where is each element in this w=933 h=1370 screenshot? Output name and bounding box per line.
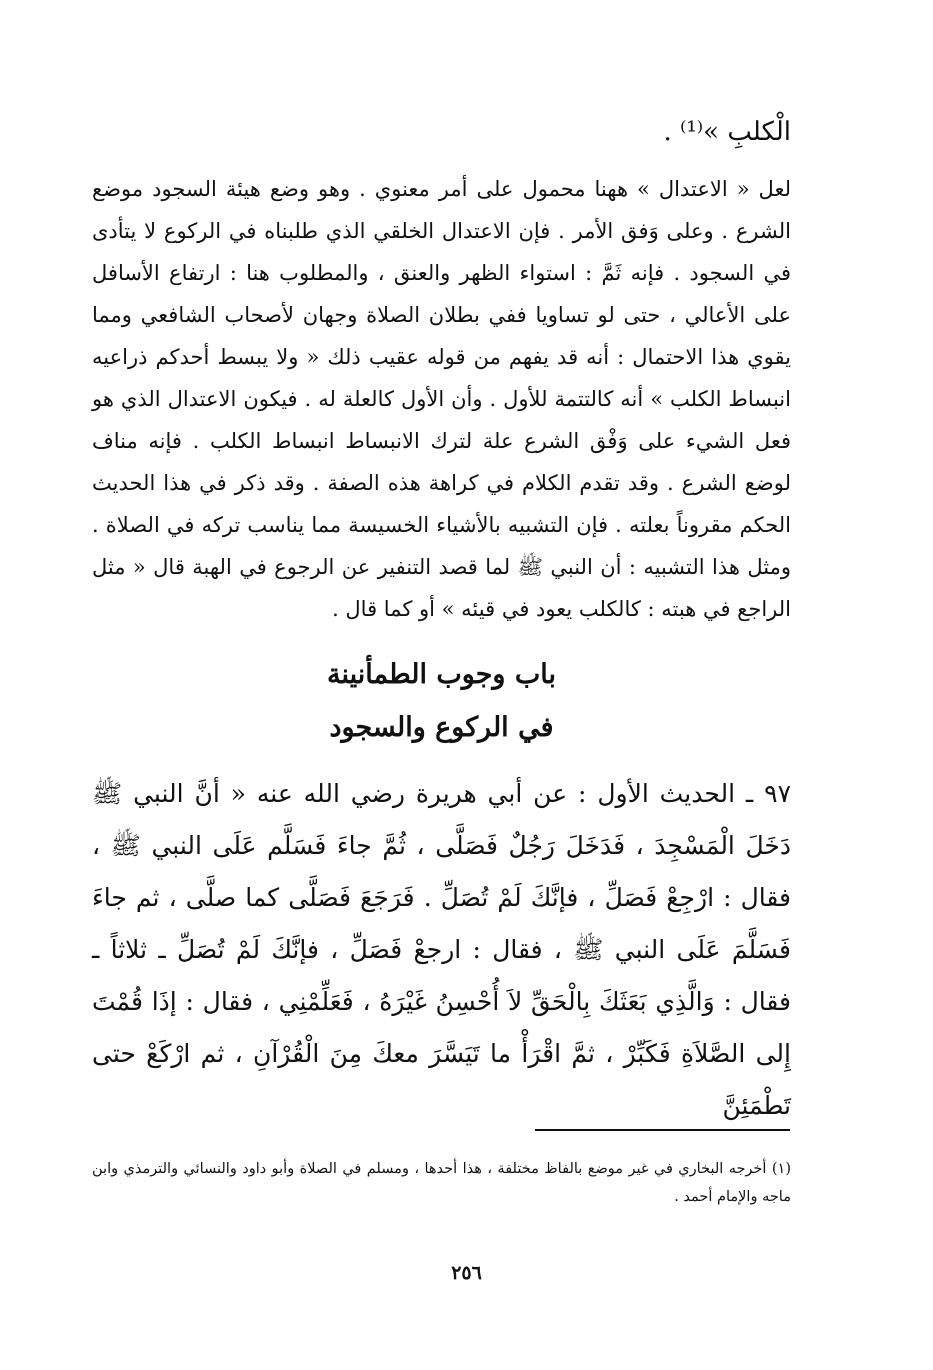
commentary-text: لعل « الاعتدال » ههنا محمول على أمر معنوي . وهو وضع هيئة السجود موضع الشرع . وعلى وَفق الأمر . فإن الاعتدال الخلقي الذي طلبناه في الركوع لا يتأدى في السجود . فإنه ثَمَّ : استواء الظهر والعنق ، والمطلوب هنا : ارتفاع الأسافل على الأعالي ، حتى لو تساويا ففي بطلان الصلاة وجهان لأصحاب الشافعي ومما يقوي هذا الاحتمال : أنه قد يفهم من قوله عقيب ذلك « ولا يبسط أحدكم ذراعيه انبساط الكلب » أنه كالتتمة للأول . وأن الأول كالعلة له . فيكون الاعتدال الذي هو فعل الشيء على وَفْق الشرع علة لترك الانبساط انبساط الكلب . فإنه مناف لوضع الشرع . وقد تقدم الكلام في كراهة هذه الصفة . وقد ذكر في هذا الحديث الحكم مقروناً بعلته . فإن التشبيه بالأشياء الخسيسة مما يناسب تركه في الصلاة . ومثل هذا التشبيه : أن النبي ﷺ لما قصد التنفير عن الرجوع في الهبة قال « مثل الراجع في هبته : كالكلب يعود في قيئه » أو كما قال . [92,177,791,621]
footnote-1: (١) أخرجه البخاري في غير موضع بالفاظ مختلفة ، هذا أحدها ، ومسلم في الصلاة وأبو داود والنسائي والترمذي وابن ماجه والإمام أحمد . [92,1161,791,1205]
commentary-paragraph [92,168,791,630]
chapter-heading-line-2: في الركوع والسجود [329,712,554,743]
footnote-divider [535,1129,790,1131]
page-number: ٢٥٦ [451,1262,482,1284]
hadith-97 [92,768,791,1132]
hadith-text: ٩٧ ـ الحديث الأول : عن أبي هريرة رضي الله عنه « أنَّ النبي ﷺ دَخَلَ الْمَسْجِدَ ، فَدَخَلَ رَجُلٌ فَصَلَّى ، ثُمَّ جاءَ فَسَلَّم عَلَى النبي ﷺ ، فقال : ارْجِعْ فَصَلِّ ، فإنَّكَ لَمْ تُصَلِّ . فَرَجَعَ فَصَلَّى كما صلَّى ، ثم جاءَ فَسَلَّمَ عَلَى النبي ﷺ ، فقال : ارجعْ فَصَلِّ ، فإنَّكَ لَمْ تُصَلِّ ـ ثلاثاً ـ فقال : وَالَّذِي بَعَثَكَ بِالْحَقِّ لاَ أُحْسِنُ غَيْرَهُ ، فَعَلِّمْنِي ، فقال : إذَا قُمْتَ إِلى الصَّلاَةِ فَكَبِّرْ ، ثمَّ اقْرَأْ ما تَيَسَّرَ معكَ مِنَ الْقُرْآنِ ، ثم ارْكَعْ حتى تَطْمَئِنَّ [92,779,791,1120]
continued-quote-line: الْكلبِ »⁽¹⁾ . [663,117,791,147]
chapter-heading-line-1: باب وجوب الطمأنينة [326,659,557,690]
